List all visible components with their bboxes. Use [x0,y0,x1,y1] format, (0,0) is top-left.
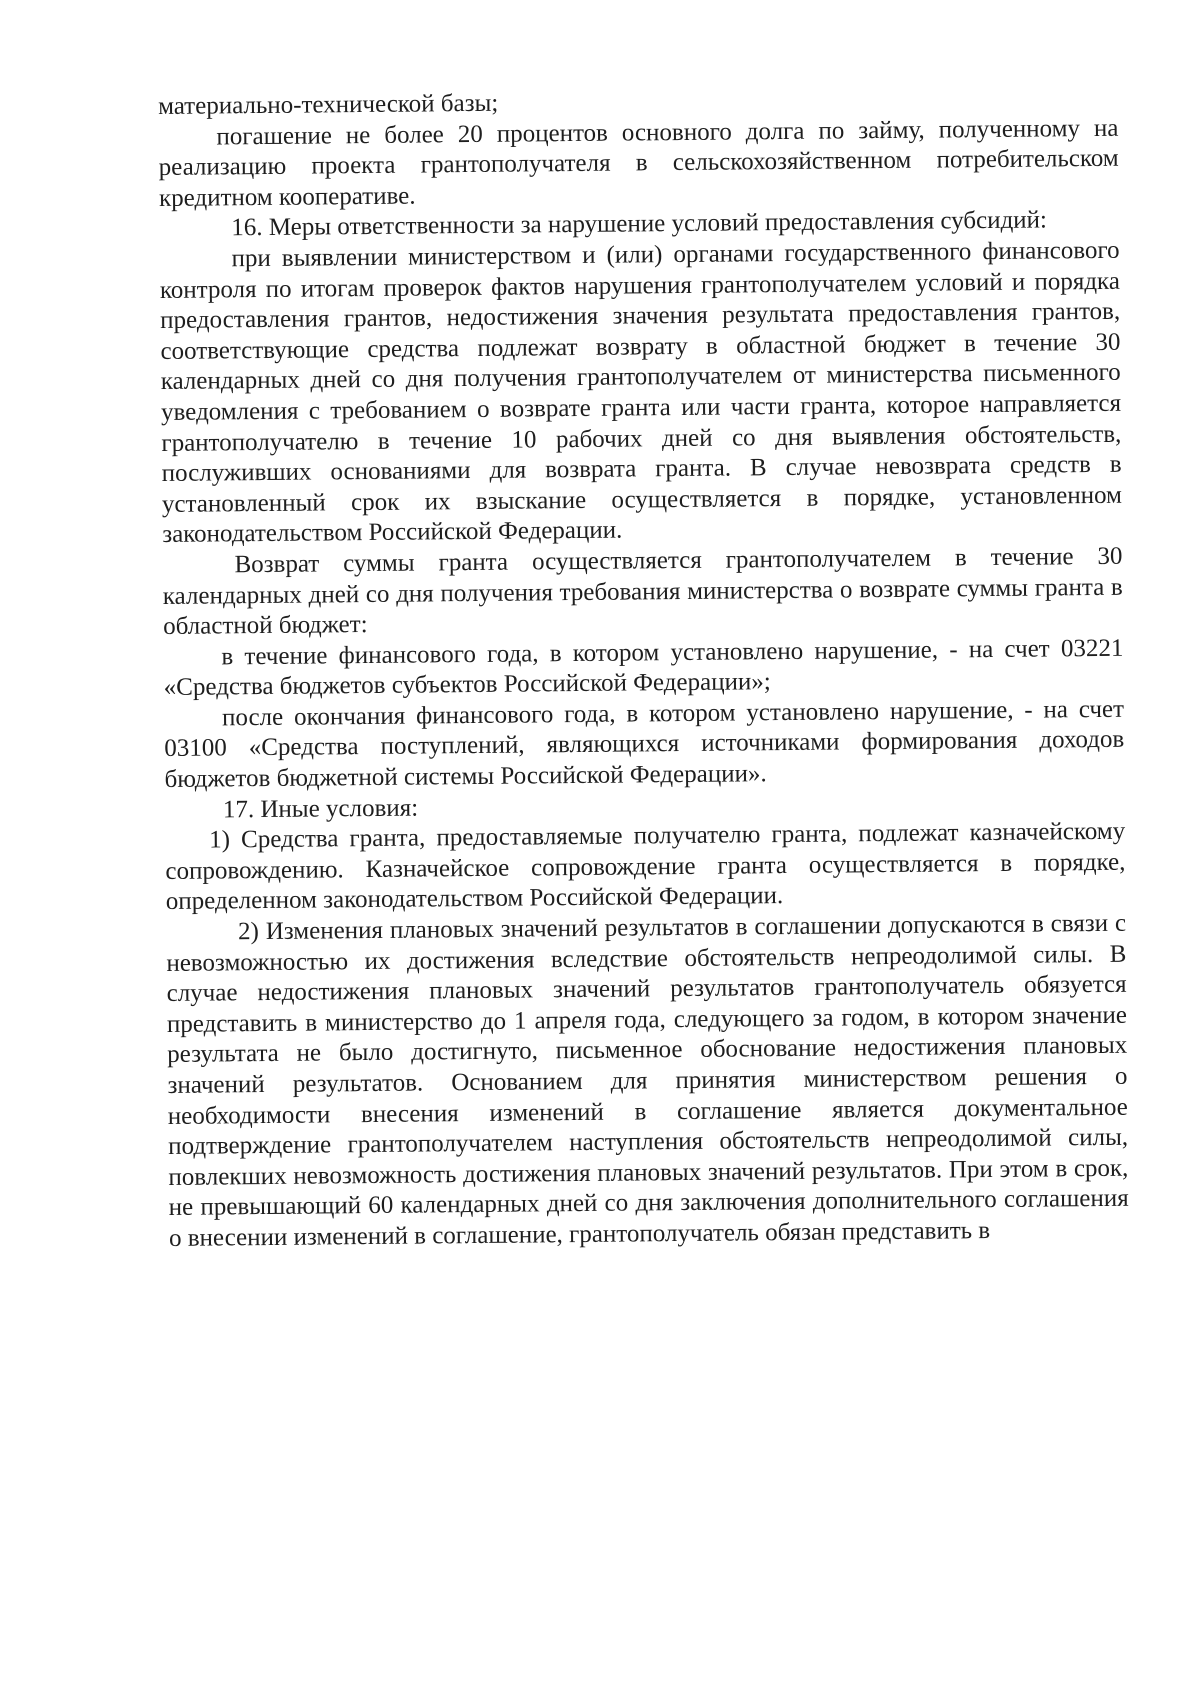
section-16-heading: 16. Меры ответственности за нарушение условий предоставления субсидий: [231,206,1048,242]
paragraph-material-base: материально-технической базы; [158,89,499,120]
paragraph-account-03221: в течение финансового года, в котором установлено нарушение, - на счет 03221 «Средства бюджетов субъектов Российской Федерации»; [163,634,1124,702]
paragraph-violation-detection: при выявлении министерством и (или) органами государственного финансового контроля по итогам проверок фактов нарушения грантополучателем условий и порядка предоставления грантов, недостижения значения результата предоставления грантов, соответствующие средства подлежат возврату в областной бюджет в течение 30 календарных дней со дня получения грантополучателем от министерства письменного уведомления с требованием о возврате гранта или части гранта, которое направляется грантополучателю в течение 10 рабочих дней со дня выявления обстоятельств, послуживших основаниями для возврата гранта. В случае невозврата средств в установленный срок их взыскание осуществляется в порядке, установленном законодательством Российской Федерации. [159,236,1123,549]
paragraph-planned-values-changes: 2) Изменения плановых значений результатов в соглашении допускаются в связи с невозможностью их достижения вследствие обстоятельств непреодолимой силы. В случае недостижения плановых значений результатов грантополучатель обязуется представить в министерство до 1 апреля года, следующего за годом, в котором значение результата не было достигнуто, письменное обоснование недостижения плановых значений результатов. Основанием для принятия министерством решения о необходимости внесения изменений в соглашение является документальное подтверждение грантополучателем наступления обстоятельств непреодолимой силы, повлекших невозможность достижения плановых значений результатов. При этом в срок, не превышающий 60 календарных дней со дня заключения дополнительного соглашения о внесении изменений в соглашение, грантополучатель обязан представить в [166,909,1129,1252]
paragraph-loan-repayment: погашение не более 20 процентов основного долга по займу, полученному на реализацию проекта грантополучателя в сельскохозяйственном потребительском кредитном кооперативе. [158,114,1119,212]
document-page [158,83,1129,1255]
paragraph-grant-return: Возврат суммы гранта осуществляется грантополучателем в течение 30 календарных дней со дня получения требования министерства о возврате суммы гранта в областной бюджет: [162,542,1123,641]
paragraph-account-03100: после окончания финансового года, в котором установлено нарушение, - на счет 03100 «Средства поступлений, являющихся источниками формирования доходов бюджетов бюджетной системы Российской Федерации». [164,695,1125,794]
section-17-heading: 17. Иные условия: [222,794,419,824]
paragraph-treasury-support: 1) Средства гранта, предоставляемые получателю гранта, подлежат казначейскому сопровождению. Казначейское сопровождение гранта осуществляется в порядке, определенном законодательством Российской Федерации. [165,818,1126,916]
